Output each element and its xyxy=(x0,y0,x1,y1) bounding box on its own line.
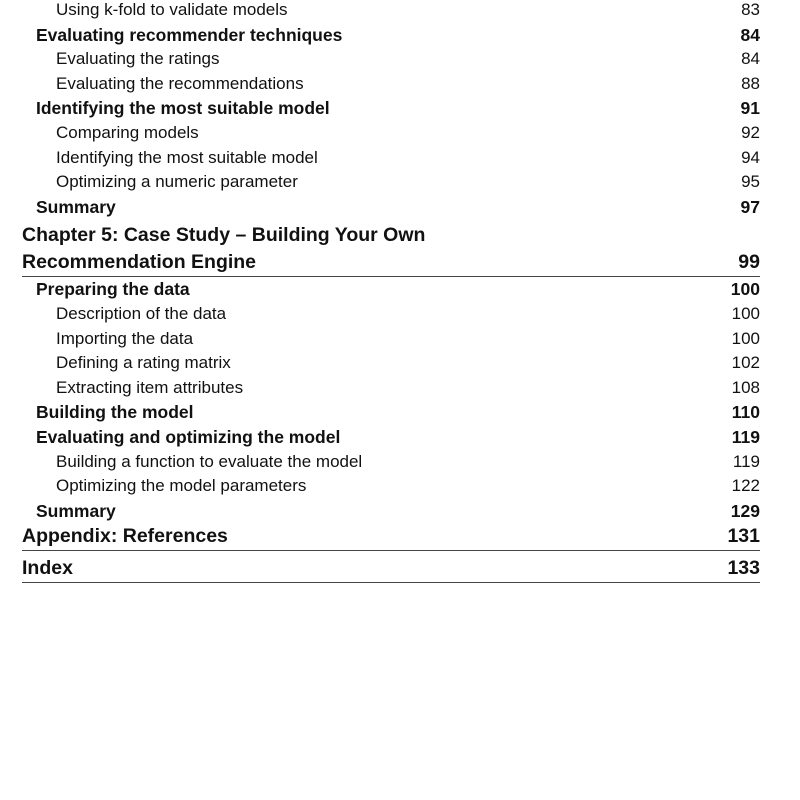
toc-entry-page: 102 xyxy=(731,353,760,373)
toc-appendix[interactable] xyxy=(22,523,760,551)
toc-entry-label: Optimizing a numeric parameter xyxy=(56,172,298,192)
toc-section-entry[interactable] xyxy=(22,277,760,302)
toc-entry-page: 91 xyxy=(740,98,760,119)
chapter-page-number: 99 xyxy=(738,251,760,274)
toc-entry-page: 119 xyxy=(732,451,760,471)
chapter-title-line2: Recommendation Engine xyxy=(22,251,257,274)
toc-entry-label: Building the model xyxy=(36,402,194,423)
toc-section-entry[interactable] xyxy=(22,195,760,220)
toc-entry-label: Appendix: References xyxy=(22,525,228,548)
toc-entry-label: Using k-fold to validate models xyxy=(56,0,288,19)
toc-index[interactable] xyxy=(22,555,760,583)
toc-entry-label: Building a function to evaluate the model xyxy=(56,451,363,471)
toc-entry-label: Summary xyxy=(36,500,116,521)
toc-subsection-entry[interactable] xyxy=(22,351,760,376)
toc-subsection-entry[interactable] xyxy=(22,170,760,195)
toc-entry-page: 100 xyxy=(731,303,760,323)
table-of-contents xyxy=(22,0,760,587)
toc-entry-label: Preparing the data xyxy=(36,279,190,300)
toc-entry-label: Comparing models xyxy=(56,122,199,142)
toc-entry-page: 92 xyxy=(741,122,760,142)
toc-entry-page: 95 xyxy=(741,172,760,192)
toc-entry-page: 110 xyxy=(731,402,760,423)
toc-entry-label: Index xyxy=(22,557,73,580)
toc-subsection-entry[interactable] xyxy=(22,450,760,475)
chapter-title-line2-row xyxy=(22,249,760,276)
toc-subsection-entry[interactable] xyxy=(22,327,760,352)
toc-section-entry[interactable] xyxy=(22,400,760,425)
toc-subsection-entry[interactable] xyxy=(22,474,760,499)
toc-entry-label: Evaluating the ratings xyxy=(56,49,220,69)
toc-entry-page: 122 xyxy=(731,476,760,496)
toc-section-entry[interactable] xyxy=(22,23,760,48)
toc-entry-page: 100 xyxy=(730,279,760,300)
toc-entry-label: Identifying the most suitable model xyxy=(56,147,318,167)
toc-entry-label: Importing the data xyxy=(56,328,194,348)
toc-entry-page: 133 xyxy=(727,557,760,580)
toc-subsection-entry[interactable] xyxy=(22,302,760,327)
toc-entry-label: Evaluating the recommendations xyxy=(56,73,304,93)
toc-subsection-entry[interactable] xyxy=(22,0,760,23)
toc-subsection-entry[interactable] xyxy=(22,376,760,401)
toc-entry-page: 97 xyxy=(740,196,760,217)
toc-entry-page: 129 xyxy=(730,500,760,521)
toc-entry-label: Extracting item attributes xyxy=(56,377,244,397)
toc-subsection-entry[interactable] xyxy=(22,121,760,146)
toc-entry-page: 83 xyxy=(741,0,760,19)
toc-entry-label: Optimizing the model parameters xyxy=(56,476,307,496)
toc-entry-page: 131 xyxy=(727,525,760,548)
toc-entry-label: Description of the data xyxy=(56,303,227,323)
toc-entry-label: Defining a rating matrix xyxy=(56,353,231,373)
toc-entry-page: 84 xyxy=(740,24,760,45)
toc-section-entry[interactable] xyxy=(22,499,760,524)
toc-subsection-entry[interactable] xyxy=(22,47,760,72)
toc-entry-page: 88 xyxy=(741,73,760,93)
toc-entry-label: Evaluating recommender techniques xyxy=(36,24,343,45)
toc-entry-page: 100 xyxy=(731,328,760,348)
toc-entry-label: Identifying the most suitable model xyxy=(36,98,330,119)
toc-section-entry[interactable] xyxy=(22,96,760,121)
toc-section-chapter4-tail xyxy=(22,0,760,219)
toc-entry-page: 119 xyxy=(731,426,760,447)
toc-section-entry[interactable] xyxy=(22,425,760,450)
toc-entry-page: 108 xyxy=(731,377,760,397)
toc-entry-label: Evaluating and optimizing the model xyxy=(36,426,341,447)
chapter-title-line1: Chapter 5: Case Study – Building Your Own xyxy=(22,224,426,247)
toc-entry-page: 84 xyxy=(741,49,760,69)
toc-entry-page: 94 xyxy=(741,147,760,167)
toc-entry-label: Summary xyxy=(36,196,116,217)
toc-subsection-entry[interactable] xyxy=(22,146,760,171)
toc-section-chapter5 xyxy=(22,277,760,523)
toc-subsection-entry[interactable] xyxy=(22,72,760,97)
toc-chapter-5[interactable] xyxy=(22,221,760,277)
